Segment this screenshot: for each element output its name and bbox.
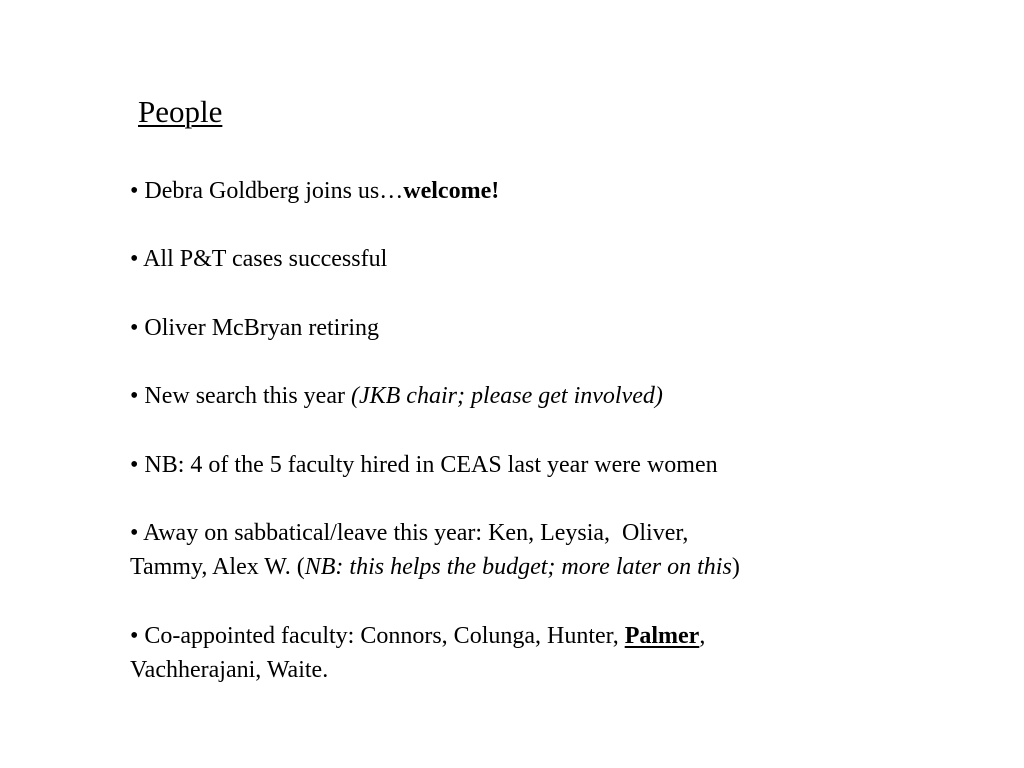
bullet-sabbatical xyxy=(130,516,880,584)
bullet-hiring-stat xyxy=(130,448,880,482)
bullet-text: • NB: 4 of the 5 faculty hired in CEAS last year were women xyxy=(130,452,718,478)
bullet-emphasis: welcome! xyxy=(403,178,500,204)
bullet-note: NB: this helps the budget; more later on this xyxy=(304,554,732,580)
bullet-new-faculty xyxy=(130,174,880,208)
bullet-text: • All P&T cases successful xyxy=(130,246,388,272)
bullet-text: • Co-appointed faculty: Connors, Colunga, Hunter, xyxy=(130,623,625,649)
bullet-note: (JKB chair; please get involved) xyxy=(350,383,663,409)
bullet-new-search xyxy=(130,379,880,413)
bullet-line-2 xyxy=(130,550,880,584)
bullet-co-appointed xyxy=(130,619,880,687)
bullet-text-end: ) xyxy=(731,554,740,580)
bullet-line-1 xyxy=(130,619,880,653)
highlighted-name: Palmer xyxy=(624,623,700,649)
bullet-text: • Debra Goldberg joins us… xyxy=(130,178,404,204)
bullet-text-end: , xyxy=(699,623,706,649)
bullet-text: Tammy, Alex W. ( xyxy=(130,554,305,580)
bullet-retirement xyxy=(130,311,880,345)
bullet-line-2: Vachherajani, Waite. xyxy=(130,657,329,683)
slide-title: People xyxy=(138,94,223,129)
bullet-line-1: • Away on sabbatical/leave this year: Ken, Leysia, Oliver, xyxy=(130,520,689,546)
bullet-text: • New search this year xyxy=(130,383,351,409)
bullet-pt-cases xyxy=(130,242,880,276)
bullet-text: • Oliver McBryan retiring xyxy=(130,315,379,341)
